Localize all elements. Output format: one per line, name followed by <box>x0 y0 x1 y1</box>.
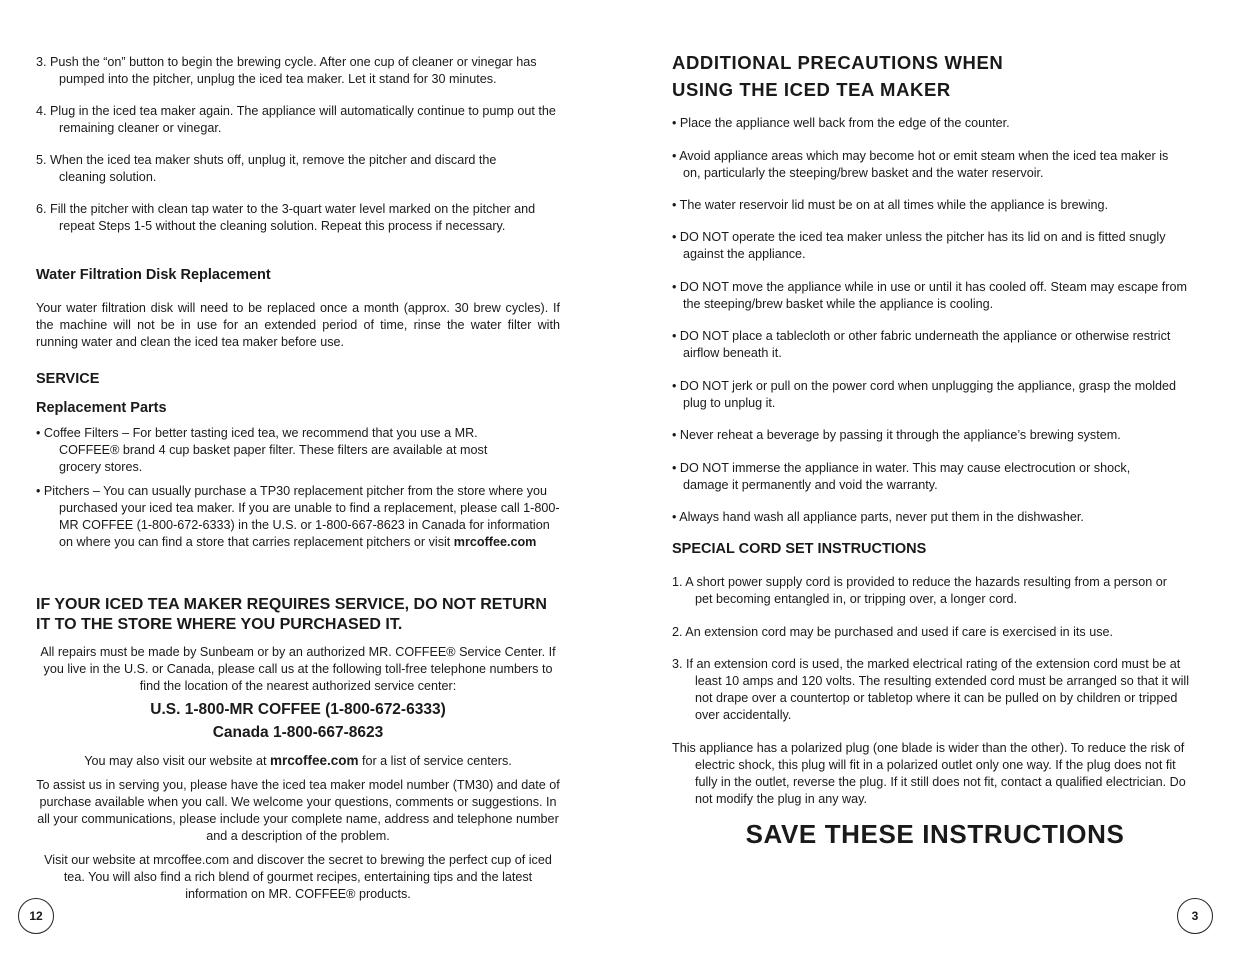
warning-heading: IF YOUR ICED TEA MAKER REQUIRES SERVICE, DO NOT RETURN IT TO THE STORE WHERE YOU PURCHASED IT. <box>36 596 547 633</box>
website-link[interactable]: mrcoffee.com <box>269 753 359 768</box>
precaution-item: • Place the appliance well back from the edge of the counter. <box>672 116 1010 130</box>
repairs-text: All repairs must be made by Sunbeam or by an authorized MR. COFFEE® Service Center. If you live in the U.S. or Canada, please call us at the following toll-free telephone numbers to find the location of the nearest authorized service center: <box>40 645 556 693</box>
precaution-item: • DO NOT place a tablecloth or other fabric underneath the appliance or otherwise restrict airflow beneath it. <box>672 329 1171 360</box>
filtration-heading: Water Filtration Disk Replacement <box>36 267 271 283</box>
website-suffix: for a list of service centers. <box>361 754 512 768</box>
website-prefix: You may also visit our website at <box>84 754 267 768</box>
save-instructions-heading: SAVE THESE INSTRUCTIONS <box>745 819 1125 849</box>
precaution-item: • DO NOT operate the iced tea maker unless the pitcher has its lid on and is fitted snugly against the appliance. <box>672 230 1166 261</box>
precaution-item: • Always hand wash all appliance parts, never put them in the dishwasher. <box>672 510 1084 524</box>
step-6: 6. Fill the pitcher with clean tap water to the 3-quart water level marked on the pitcher and repeat Steps 1-5 without the cleaning solution. Repeat this process if necessary. <box>36 202 536 233</box>
replacement-parts-heading: Replacement Parts <box>36 400 167 416</box>
pitchers-bullet-text: • Pitchers – You can usually purchase a TP30 replacement pitcher from the store where you purchased your iced tea maker. If you are unable to find a replacement, please call 1-800-MR COFFEE (1-800-672-6333) in the U.S. or 1-800-667-8623 in Canada for information on where you can find a store that carries replacement pitchers or visit <box>36 484 560 549</box>
mrcoffee-link[interactable]: mrcoffee.com <box>453 535 537 549</box>
assist-text: To assist us in serving you, please have the iced tea maker model number (TM30) and date of purchase available when you call. We welcome your questions, comments or suggestions. In all your communications, please include your complete name, address and telephone number and a description of the problem. <box>36 778 560 843</box>
filtration-text: Your water filtration disk will need to be replaced once a month (approx. 30 brew cycles). If the machine will not be in use for an extended period of time, rinse the water filter with running water and clean the iced tea maker before use. <box>36 301 560 349</box>
precautions-heading-line1: ADDITIONAL PRECAUTIONS WHEN <box>672 52 1004 73</box>
precaution-item: • DO NOT jerk or pull on the power cord when unplugging the appliance, grasp the molded plug to unplug it. <box>672 379 1177 410</box>
precautions-heading-line2: USING THE ICED TEA MAKER <box>672 79 951 100</box>
cord-item: 3. If an extension cord is used, the marked electrical rating of the extension cord must be at least 10 amps and 120 volts. The resulting extended cord must be arranged so that it will not drape over a countertop or tabletop where it can be pulled on by children or tripped over accidentally. <box>672 657 1190 722</box>
service-heading: SERVICE <box>36 371 100 387</box>
visit-text: Visit our website at mrcoffee.com and discover the secret to brewing the perfect cup of iced tea. You will also find a rich blend of gourmet recipes, entertaining tips and the latest information on MR. COFFEE® products. <box>44 853 552 901</box>
pitchers-bullet <box>36 483 560 551</box>
cord-item: 1. A short power supply cord is provided to reduce the hazards resulting from a person or pet becoming entangled in, or tripping over, a longer cord. <box>672 575 1167 606</box>
phone-us: U.S. 1-800-MR COFFEE (1-800-672-6333) <box>150 701 446 718</box>
phone-canada: Canada 1-800-667-8623 <box>212 724 384 741</box>
precaution-item: • DO NOT immerse the appliance in water. This may cause electrocution or shock, damage it permanently and void the warranty. <box>672 461 1131 492</box>
page-number-right: 3 <box>1177 898 1213 934</box>
precaution-item: • DO NOT move the appliance while in use or until it has cooled off. Steam may escape from the steeping/brew basket while the appliance is cooling. <box>672 280 1187 311</box>
step-5: 5. When the iced tea maker shuts off, unplug it, remove the pitcher and discard the cleaning solution. <box>36 153 497 184</box>
precaution-item: • Avoid appliance areas which may become hot or emit steam when the iced tea maker is on, particularly the steeping/brew basket and the water reservoir. <box>672 149 1169 180</box>
precaution-item: • Never reheat a beverage by passing it through the appliance’s brewing system. <box>672 428 1121 442</box>
page-number-left: 12 <box>18 898 54 934</box>
precaution-item: • The water reservoir lid must be on at all times while the appliance is brewing. <box>672 198 1109 212</box>
website-line <box>36 752 560 770</box>
polarized-plug-text: This appliance has a polarized plug (one blade is wider than the other). To reduce the risk of electric shock, this plug will fit in a polarized outlet only one way. If the plug does not fit fully in the outlet, reverse the plug. If it still does not fit, contact a qualified electrician. Do not modify the plug in any way. <box>672 741 1186 806</box>
coffee-filters-bullet: • Coffee Filters – For better tasting iced tea, we recommend that you use a MR. COFFEE® brand 4 cup basket paper filter. These filters are available at most grocery stores. <box>36 426 488 474</box>
cord-item: 2. An extension cord may be purchased and used if care is exercised in its use. <box>672 625 1114 639</box>
step-4: 4. Plug in the iced tea maker again. The appliance will automatically continue to pump out the remaining cleaner or vinegar. <box>36 104 556 135</box>
step-3: 3. Push the “on” button to begin the brewing cycle. After one cup of cleaner or vinegar has pumped into the pitcher, unplug the iced tea maker. Let it stand for 30 minutes. <box>36 55 537 86</box>
cord-heading: SPECIAL CORD SET INSTRUCTIONS <box>672 541 927 557</box>
